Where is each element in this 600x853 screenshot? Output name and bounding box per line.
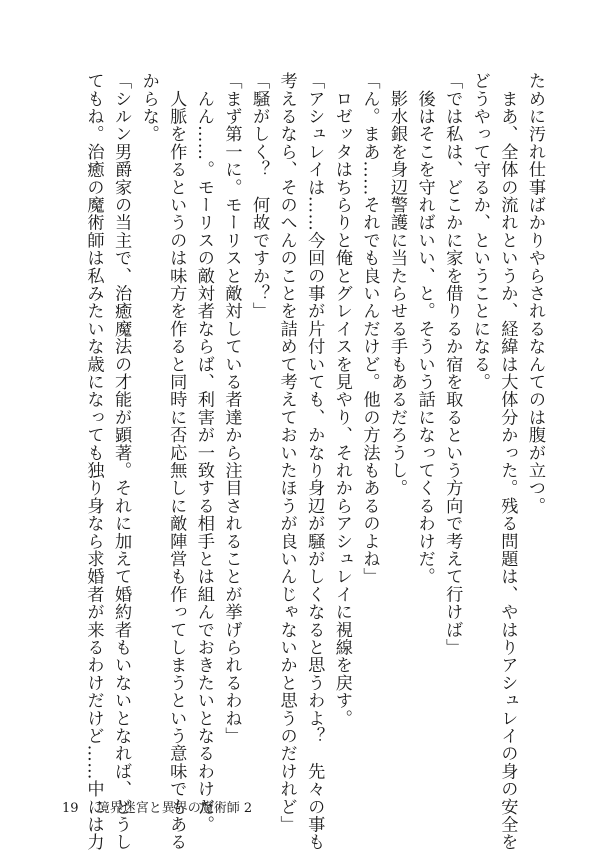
text-line: 影水銀を身辺警護に当たらせる手もあるだろうし。	[387, 72, 408, 497]
book-title: 境界迷宮と異界の魔術師 2	[96, 801, 253, 816]
text-line: ロゼッタはちらりと俺とグレイスを見やり、それからアシュレイに視線を戻す。	[331, 72, 352, 727]
page-number: 19	[62, 801, 79, 816]
text-line: 人脈を作るというのは味方を作ると同時に否応無しに敵陣営も作ってしまうという意味でもある	[166, 72, 187, 851]
text-line: どうやって守るか、ということになる。	[469, 72, 490, 391]
text-line: まあ、全体の流れというか、経緯は大体分かった。残る問題は、やはりアシュレイの身の安全を	[497, 72, 518, 851]
page-footer	[62, 797, 252, 816]
text-line: 「ん。まあ……それでも良いんだけど。他の方法もあるのよね」	[359, 72, 380, 586]
text-line: ために汚れ仕事ばかりやらされるなんてのは腹が立つ。	[525, 72, 545, 515]
text-line: 「アシュレイは……今回の事が片付いても、かなり身辺が騒がしくなると思うわよ？ 先々の事も	[304, 72, 325, 851]
text-line: 「シルン男爵家の当主で、治癒魔法の才能が顕著。それに加えて婚約者もいないとなれば、どうし	[111, 72, 132, 851]
text-line: てもね。治癒の魔術師は私みたいな歳になっても独り身なら求婚者が来るわけだけど……中には力	[83, 72, 104, 851]
text-line: 「では私は、どこかに家を借りるか宿を取るという方向で考えて行けば」	[442, 72, 463, 657]
text-line: 後はそこを守ればいい、と。そういう話になってくるわけだ。	[414, 72, 435, 586]
text-line: 考えるなら、そのへんのことを詰めて考えておいたほうが良いんじゃないかと思うのだけれど」	[276, 72, 297, 834]
text-line: からな。	[138, 72, 159, 143]
text-line: 「騒がしく？ 何故ですか？」	[249, 72, 270, 320]
text-line: んん……。モーリスの敵対者ならば、利害が一致する相手とは組んでおきたいとなるわけだ。	[193, 72, 214, 834]
text-line: 「まず第一に。モーリスと敵対している者達から注目されることが挙げられるわね」	[221, 72, 242, 745]
